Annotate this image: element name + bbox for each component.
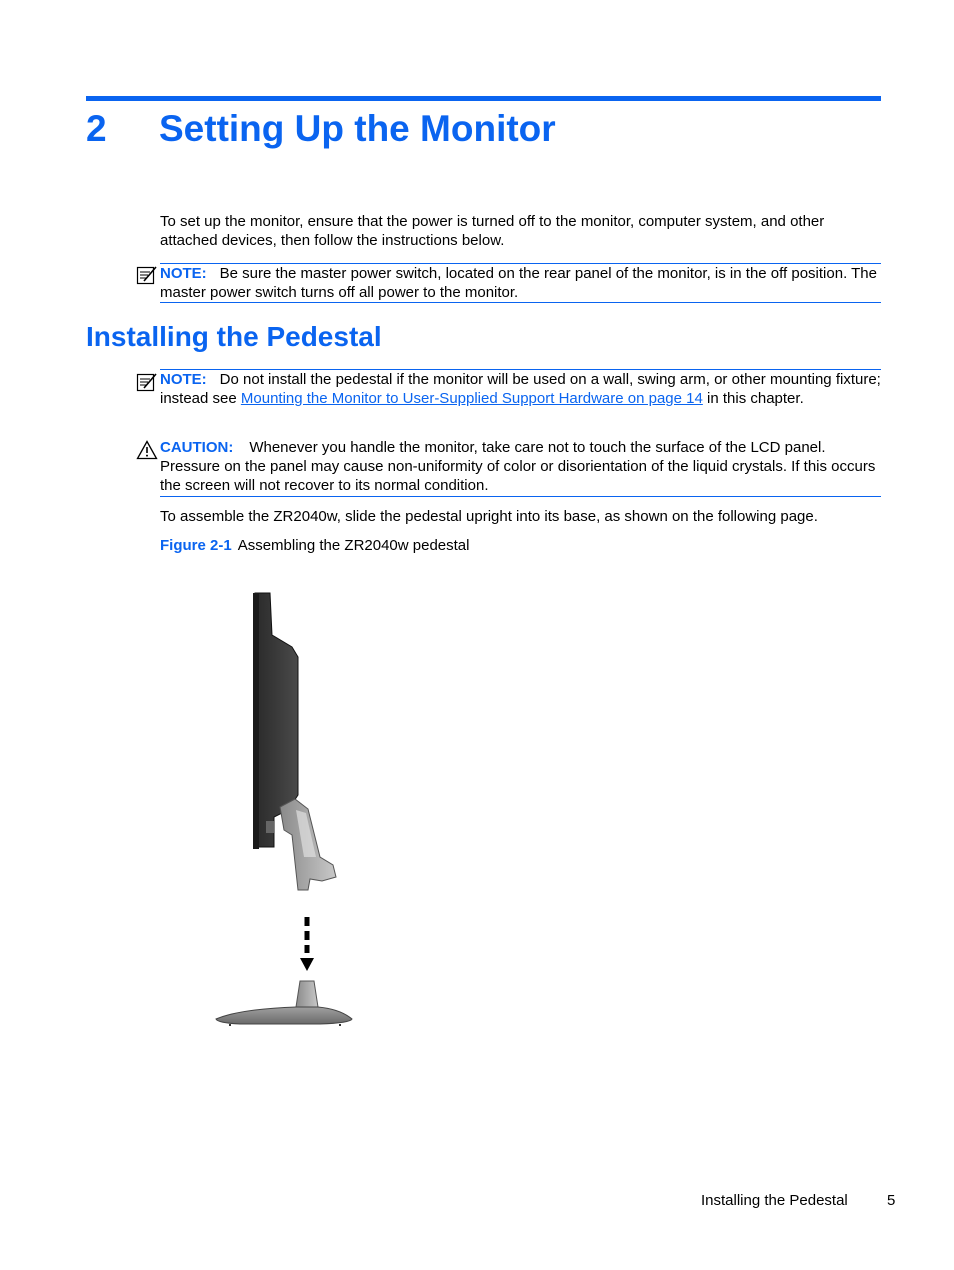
assemble-paragraph: To assemble the ZR2040w, slide the pedestal upright into its base, as shown on the following page. (160, 508, 818, 525)
note-box-power (160, 263, 881, 303)
note-icon (136, 264, 158, 291)
caution-box (160, 438, 881, 495)
caution-text: Whenever you handle the monitor, take care not to touch the surface of the LCD panel. Pressure on the panel may cause non-uniformity of color or disorientation of the liquid crystals. If this occurs the screen will not recover to its normal condition. (160, 439, 876, 494)
footer-section: Installing the Pedestal (701, 1192, 848, 1209)
note-box-pedestal (160, 369, 881, 408)
note-text-before: Do not install the pedestal if the monitor will be used on a wall, swing arm, or other mounting fixture; instead see (160, 371, 881, 407)
figure-illustration (200, 585, 370, 1030)
mounting-link[interactable]: Mounting the Monitor to User-Supplied Support Hardware on page 14 (240, 390, 703, 407)
note-text: Be sure the master power switch, located on the rear panel of the monitor, is in the off position. The master power switch turns off all power to the monitor. (160, 265, 877, 301)
figure-caption-text: Assembling the ZR2040w pedestal (237, 537, 470, 554)
caution-rule (160, 496, 881, 497)
chapter-number: 2 (86, 108, 107, 149)
intro-paragraph: To set up the monitor, ensure that the power is turned off to the monitor, computer system, and other attached devices, then follow the instructions below. (160, 213, 825, 249)
caution-label: CAUTION: (160, 439, 234, 456)
note-text-after: in this chapter. (702, 390, 804, 407)
figure-label: Figure 2-1 (160, 537, 232, 554)
chapter-rule (86, 96, 881, 101)
note-label: NOTE: (160, 371, 207, 388)
note-label: NOTE: (160, 265, 207, 282)
figure-caption (160, 537, 469, 554)
note-icon (136, 371, 158, 398)
chapter-title: Setting Up the Monitor (159, 108, 556, 149)
chapter-heading (86, 108, 556, 150)
pedestal-base (216, 981, 352, 1026)
assembly-arrow (300, 917, 314, 971)
caution-icon (136, 440, 158, 465)
footer-page-number: 5 (887, 1192, 896, 1209)
section-title: Installing the Pedestal (86, 321, 382, 352)
pedestal-neck (280, 799, 336, 890)
